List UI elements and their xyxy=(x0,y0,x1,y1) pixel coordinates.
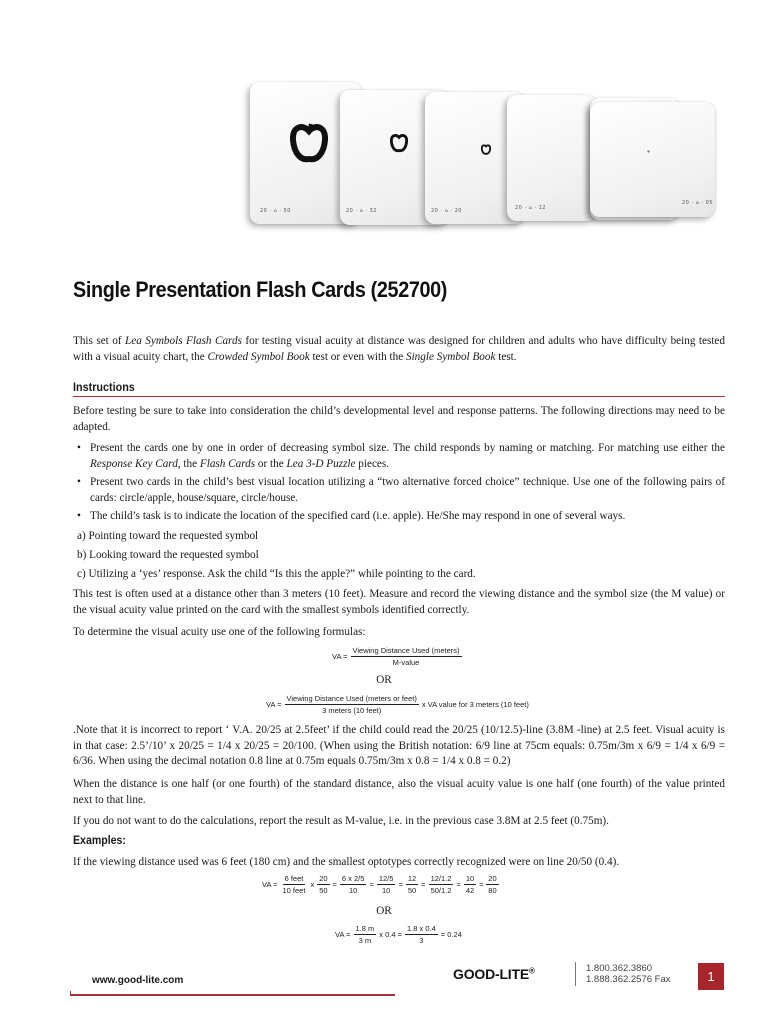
example-formula-1: VA = $\frac{\text{6 feet}}{\text{10 feet}}$ x $\frac{20}{50}$ = $\frac{6 x 2/5}{10}$ = $\frac{12/5}{10}$ = $\frac{12}{50}$ = $\frac{12/1.2}{50/1.2}$ = $\frac{10}{42}$ ≈ $\frac{20}{80}$ xyxy=(262,874,497,895)
card-code: 20 · ⌂ · 20 xyxy=(431,208,462,214)
page-number: 1 xyxy=(698,963,724,990)
section-divider xyxy=(73,396,725,397)
response-option-b: b) Looking toward the requested symbol xyxy=(77,549,259,561)
footer-divider xyxy=(70,994,395,996)
fax-number: 1.888.362.2576 Fax xyxy=(586,974,671,985)
page-title: Single Presentation Flash Cards (252700) xyxy=(73,277,448,302)
example-paragraph: If the viewing distance used was 6 feet (180 cm) and the smallest optotypes correctly recognized were on line 20/50 (0.4). xyxy=(73,856,620,868)
card-code: 20 · ⌂ · 50 xyxy=(260,208,291,214)
list-item: • The child’s task is to indicate the location of the specified card (i.e. apple). He/She may respond in one of several ways. xyxy=(77,510,626,522)
formulas-intro: To determine the visual acuity use one of the following formulas: xyxy=(73,626,366,638)
apple-symbol-icon xyxy=(390,133,408,153)
or-separator: OR xyxy=(376,905,392,917)
card-code: 20 · ⌂ · 32 xyxy=(346,208,377,214)
before-testing-paragraph: Before testing be sure to take into consideration the child’s developmental level and response patterns. The following directions may need to be adapted. xyxy=(73,405,725,433)
examples-heading: Examples: xyxy=(73,835,126,847)
instructions-list xyxy=(73,441,725,528)
apple-symbol-icon xyxy=(290,122,328,164)
half-distance-paragraph: When the distance is one half (or one fourth) of the standard distance, also the visual acuity value is one half (one fourth) of the value printed next to that line. xyxy=(73,778,725,806)
response-option-c: c) Utilizing a ‘yes’ response. Ask the child “Is this the apple?” while pointing to the card. xyxy=(77,568,476,580)
phone-number: 1.800.362.3860 xyxy=(586,963,653,974)
card-code: 20 · ⌂ · 05 xyxy=(682,200,713,206)
note-paragraph: .Note that it is incorrect to report ‘ V.A. 20/25 at 2.5feet’ if the child could read the 20/25 (10/12.5)-line (3.8M -line) at 2.5 feet. Visual acuity is in that case: 2.5’/10’ x 20/25 = 1/4 x 20/25 = 20/100. (When using the British notation: 6/9 line at 75cm equals: 0.75m/3m x 6/9 = 1/4 x 6/9 = 6/36. When using the decimal notation 0.8 line at 0.75m equals 0.75m/3m x 0.8 = 1/4 x 0.8 = 0.2) xyxy=(73,724,725,767)
good-lite-logo: GOOD-LITE® xyxy=(453,966,535,982)
flash-cards-photo xyxy=(245,80,725,230)
instructions-heading: Instructions xyxy=(73,380,135,394)
formula-meters: VA = $\frac{\text{Viewing Distance Used (meters)}}{\text{M-value}}$ xyxy=(332,646,460,667)
card-code: 20 · ⌂ · 12 xyxy=(515,205,546,211)
or-separator: OR xyxy=(376,674,392,686)
response-option-a: a) Pointing toward the requested symbol xyxy=(77,530,259,542)
distance-paragraph: This test is often used at a distance other than 3 meters (10 feet). Measure and record the viewing distance and the symbol size (the M value) or the visual acuity value printed on the card with the smallest symbols identified correctly. xyxy=(73,588,725,616)
contact-numbers xyxy=(586,963,671,985)
flash-card xyxy=(590,102,715,217)
m-value-paragraph: If you do not want to do the calculations, report the result as M-value, i.e. in the previous case 3.8M at 2.5 feet (0.75m). xyxy=(73,815,609,827)
apple-symbol-icon xyxy=(481,144,491,155)
formula-va-value: VA = $\frac{\text{Viewing Distance Used (meters or feet)}}{\text{3 meters (10 feet)}}$ x VA value for 3 meters (10 feet) xyxy=(266,694,529,715)
list-item: • Present the cards one by one in order of decreasing symbol size. The child responds by naming or matching. For matching use either the Response Key Card, the Flash Cards or the Lea 3-D Puzzle pieces. xyxy=(77,442,725,470)
example-formula-2: VA = $\frac{1.8 m}{3 m}$ x 0.4 = $\frac{1.8 x 0.4}{3}$ = 0.24 xyxy=(335,924,462,945)
footer-separator xyxy=(575,962,576,986)
list-item: • Present two cards in the child’s best visual location utilizing a “two alternative forced choice” technique. Use one of the following pairs of cards: circle/apple, house/square, circle/house. xyxy=(77,476,725,504)
flash-card xyxy=(507,95,597,221)
website-link[interactable]: www.good-lite.com xyxy=(92,975,184,986)
apple-symbol-icon xyxy=(647,150,650,153)
intro-paragraph: This set of Lea Symbols Flash Cards for testing visual acuity at distance was designed for children and adults who have difficulty being tested with a visual acuity chart, the Crowded Symbol Book test or even with the Single Symbol Book test. xyxy=(73,335,725,363)
